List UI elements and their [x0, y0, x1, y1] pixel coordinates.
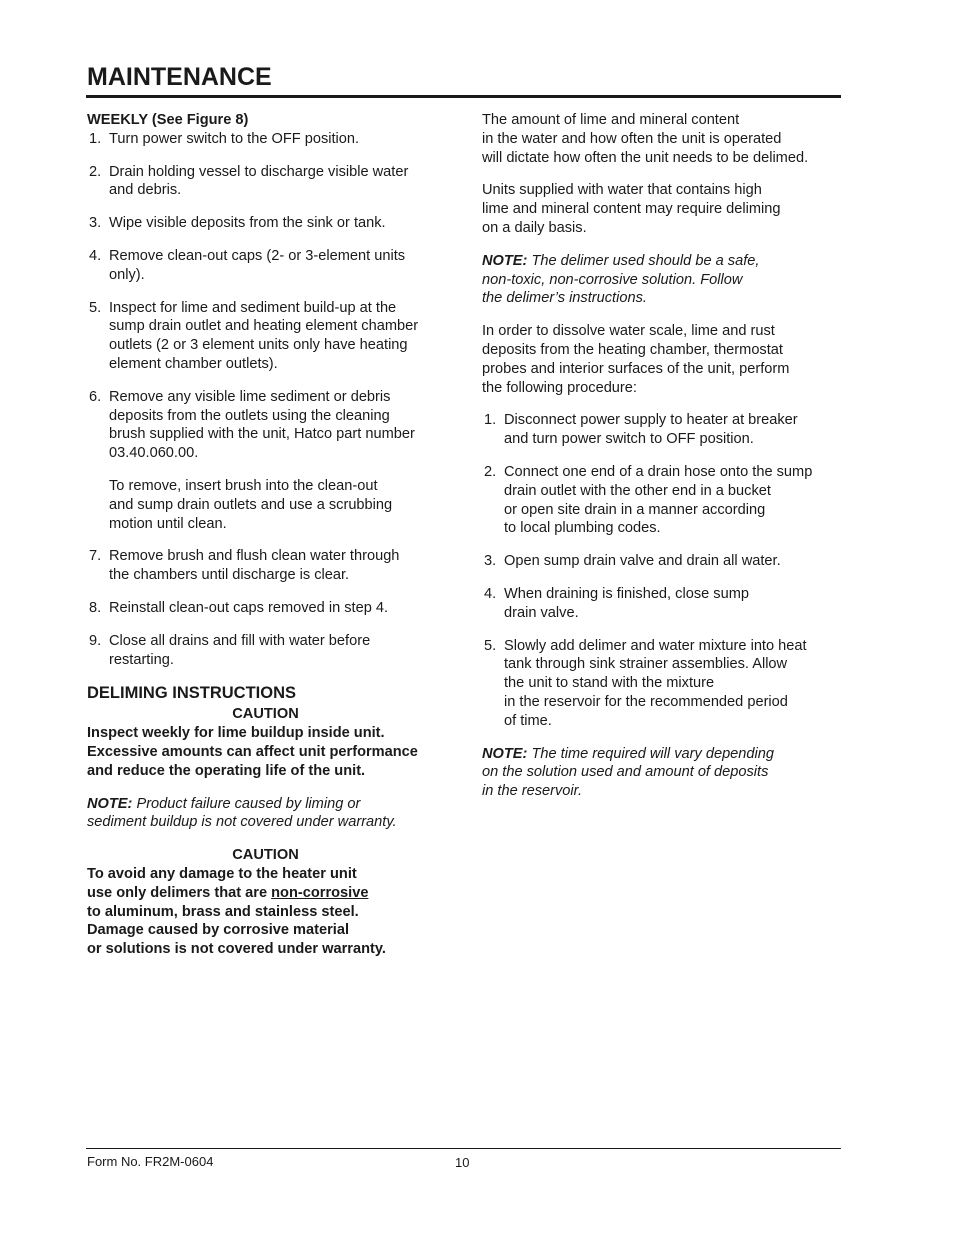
text-line: or open site drain in a manner according	[504, 501, 766, 518]
text-line: only).	[109, 266, 145, 283]
deliming-steps	[482, 411, 852, 730]
text-line: drain outlet with the other end in a bucket	[504, 482, 771, 499]
list-item	[87, 632, 457, 670]
step-number: 7.	[89, 548, 102, 565]
text-line: Disconnect power supply to heater at breaker	[504, 412, 798, 429]
page-number: 10	[455, 1155, 470, 1170]
step-number: 3.	[89, 215, 102, 232]
list-item	[87, 130, 457, 149]
procedure-intro-paragraph	[482, 322, 852, 397]
list-item	[87, 299, 457, 374]
step-number: 8.	[89, 599, 102, 616]
form-number: Form No. FR2M-0604	[87, 1154, 214, 1169]
text-line: to local plumbing codes.	[504, 520, 661, 537]
right-column	[482, 111, 852, 815]
text-line: and reduce the operating life of the unit.	[87, 762, 366, 779]
text-line: the chambers until discharge is clear.	[109, 567, 350, 584]
text-line: motion until clean.	[109, 515, 227, 532]
step-number: 3.	[484, 553, 497, 570]
text-line: of time.	[504, 712, 552, 729]
text-line: outlets (2 or 3 element units only have heating	[109, 337, 408, 354]
text-line: 03.40.060.00.	[109, 445, 199, 462]
step-text	[109, 214, 457, 233]
step-number: 1.	[484, 412, 497, 429]
list-item	[87, 547, 457, 585]
text-line: in the water and how often the unit is operated	[482, 130, 782, 147]
text-line: In order to dissolve water scale, lime and rust	[482, 323, 775, 340]
list-item	[482, 552, 852, 571]
step-text	[504, 552, 852, 571]
note-label: NOTE:	[482, 252, 528, 269]
step-text	[109, 547, 457, 585]
text-line: Remove clean-out caps (2- or 3-element units	[109, 247, 406, 264]
step-text	[504, 411, 852, 449]
text-line: Drain holding vessel to discharge visible water	[109, 163, 409, 180]
list-item	[482, 637, 852, 731]
step-number: 4.	[484, 585, 497, 602]
lime-content-paragraph	[482, 111, 852, 167]
text-line: in the reservoir for the recommended period	[504, 693, 788, 710]
text-line: Wipe visible deposits from the sink or tank.	[109, 215, 386, 232]
step-number: 2.	[89, 163, 102, 180]
step-text	[504, 585, 852, 623]
note-label: NOTE:	[482, 745, 528, 762]
header-rule	[86, 95, 841, 98]
step-text	[504, 463, 852, 538]
text-line: on a daily basis.	[482, 219, 587, 236]
text-line: Inspect weekly for lime buildup inside unit.	[87, 725, 385, 742]
step-number: 2.	[484, 463, 497, 480]
text-line: Connect one end of a drain hose onto the sump	[504, 463, 813, 480]
step-text	[109, 130, 457, 149]
text-line: drain valve.	[504, 604, 579, 621]
step-text	[109, 247, 457, 285]
page-title: MAINTENANCE	[87, 63, 272, 91]
non-corrosive-emphasis: non-corrosive	[271, 884, 369, 901]
text-line: deposits from the heating chamber, thermostat	[482, 341, 783, 358]
text-line: and turn power switch to OFF position.	[504, 431, 754, 448]
text-line: will dictate how often the unit needs to be delimed.	[482, 149, 809, 166]
text-line: sump drain outlet and heating element chamber	[109, 318, 419, 335]
step-text	[109, 388, 457, 463]
caution-label-2: CAUTION	[232, 847, 299, 864]
text-line: deposits from the outlets using the cleaning	[109, 407, 390, 424]
text-line: tank through sink strainer assemblies. Allow	[504, 656, 788, 673]
step-number: 9.	[89, 632, 102, 649]
text-line: and sump drain outlets and use a scrubbing	[109, 496, 393, 513]
text-line: Remove any visible lime sediment or debris	[109, 388, 391, 405]
step-number: 4.	[89, 247, 102, 264]
step-subtext	[109, 477, 457, 533]
text-line: Open sump drain valve and drain all water.	[504, 553, 781, 570]
text-line: Units supplied with water that contains high	[482, 182, 762, 199]
list-item	[482, 585, 852, 623]
text-line: When draining is finished, close sump	[504, 585, 749, 602]
text-line: Slowly add delimer and water mixture into heat	[504, 637, 807, 654]
text-line: restarting.	[109, 651, 174, 668]
note-time-required: NOTE: The time required will vary depending on the solution used and amount of deposits in the reservoir.	[482, 745, 775, 800]
text-line: probes and interior surfaces of the unit, perform	[482, 360, 790, 377]
text-line: or solutions is not covered under warranty.	[87, 941, 386, 958]
text-line: lime and mineral content may require deliming	[482, 201, 781, 218]
weekly-heading: WEEKLY (See Figure 8)	[87, 112, 249, 128]
list-item	[87, 214, 457, 233]
step-text	[109, 632, 457, 670]
text-line: Excessive amounts can affect unit performance	[87, 743, 418, 760]
step-number: 5.	[89, 299, 102, 316]
step-number: 1.	[89, 130, 102, 147]
step-number: 6.	[89, 388, 102, 405]
step-text	[109, 599, 457, 618]
caution-text-1	[87, 724, 457, 780]
weekly-steps	[87, 130, 457, 670]
step-text	[109, 299, 457, 374]
text-line: The amount of lime and mineral content	[482, 112, 740, 128]
text-line: To remove, insert brush into the clean-out	[109, 477, 378, 494]
text-line: brush supplied with the unit, Hatco part number	[109, 426, 415, 443]
note-delimer-safety: NOTE: The delimer used should be a safe, non-toxic, non-corrosive solution. Follow the delimer’s instructions.	[482, 252, 760, 307]
deliming-heading: DELIMING INSTRUCTIONS	[87, 684, 296, 703]
text-line: to aluminum, brass and stainless steel.	[87, 903, 359, 920]
text-line: Close all drains and fill with water before	[109, 632, 371, 649]
daily-deliming-paragraph	[482, 181, 852, 237]
step-text	[109, 163, 457, 201]
note-warranty-liming: NOTE: Product failure caused by liming or sediment buildup is not covered under warranty.	[87, 795, 397, 831]
text-line: the unit to stand with the mixture	[504, 675, 715, 692]
list-item	[87, 247, 457, 285]
list-item	[87, 163, 457, 201]
list-item	[87, 599, 457, 618]
text-line: Damage caused by corrosive material	[87, 922, 350, 939]
text-line: and debris.	[109, 182, 182, 199]
note-label: NOTE:	[87, 795, 133, 812]
text-line: Reinstall clean-out caps removed in step 4.	[109, 599, 389, 616]
caution-label-1: CAUTION	[232, 706, 299, 723]
caution-text-2: To avoid any damage to the heater unit use only delimers that are non-corrosive to aluminum, brass and stainless steel. Damage caused by corrosive material or solutions is not covered under warranty.	[87, 865, 457, 959]
step-text	[504, 637, 852, 731]
text-line: Remove brush and flush clean water through	[109, 548, 400, 565]
list-item	[482, 463, 852, 538]
list-item	[482, 411, 852, 449]
text-line: Inspect for lime and sediment build-up at the	[109, 299, 397, 316]
step-number: 5.	[484, 637, 497, 654]
left-column	[87, 111, 457, 973]
text-line: Turn power switch to the OFF position.	[109, 130, 360, 147]
text-line: the following procedure:	[482, 379, 637, 396]
footer-rule	[86, 1148, 841, 1149]
text-line: element chamber outlets).	[109, 355, 278, 372]
list-item	[87, 388, 457, 534]
